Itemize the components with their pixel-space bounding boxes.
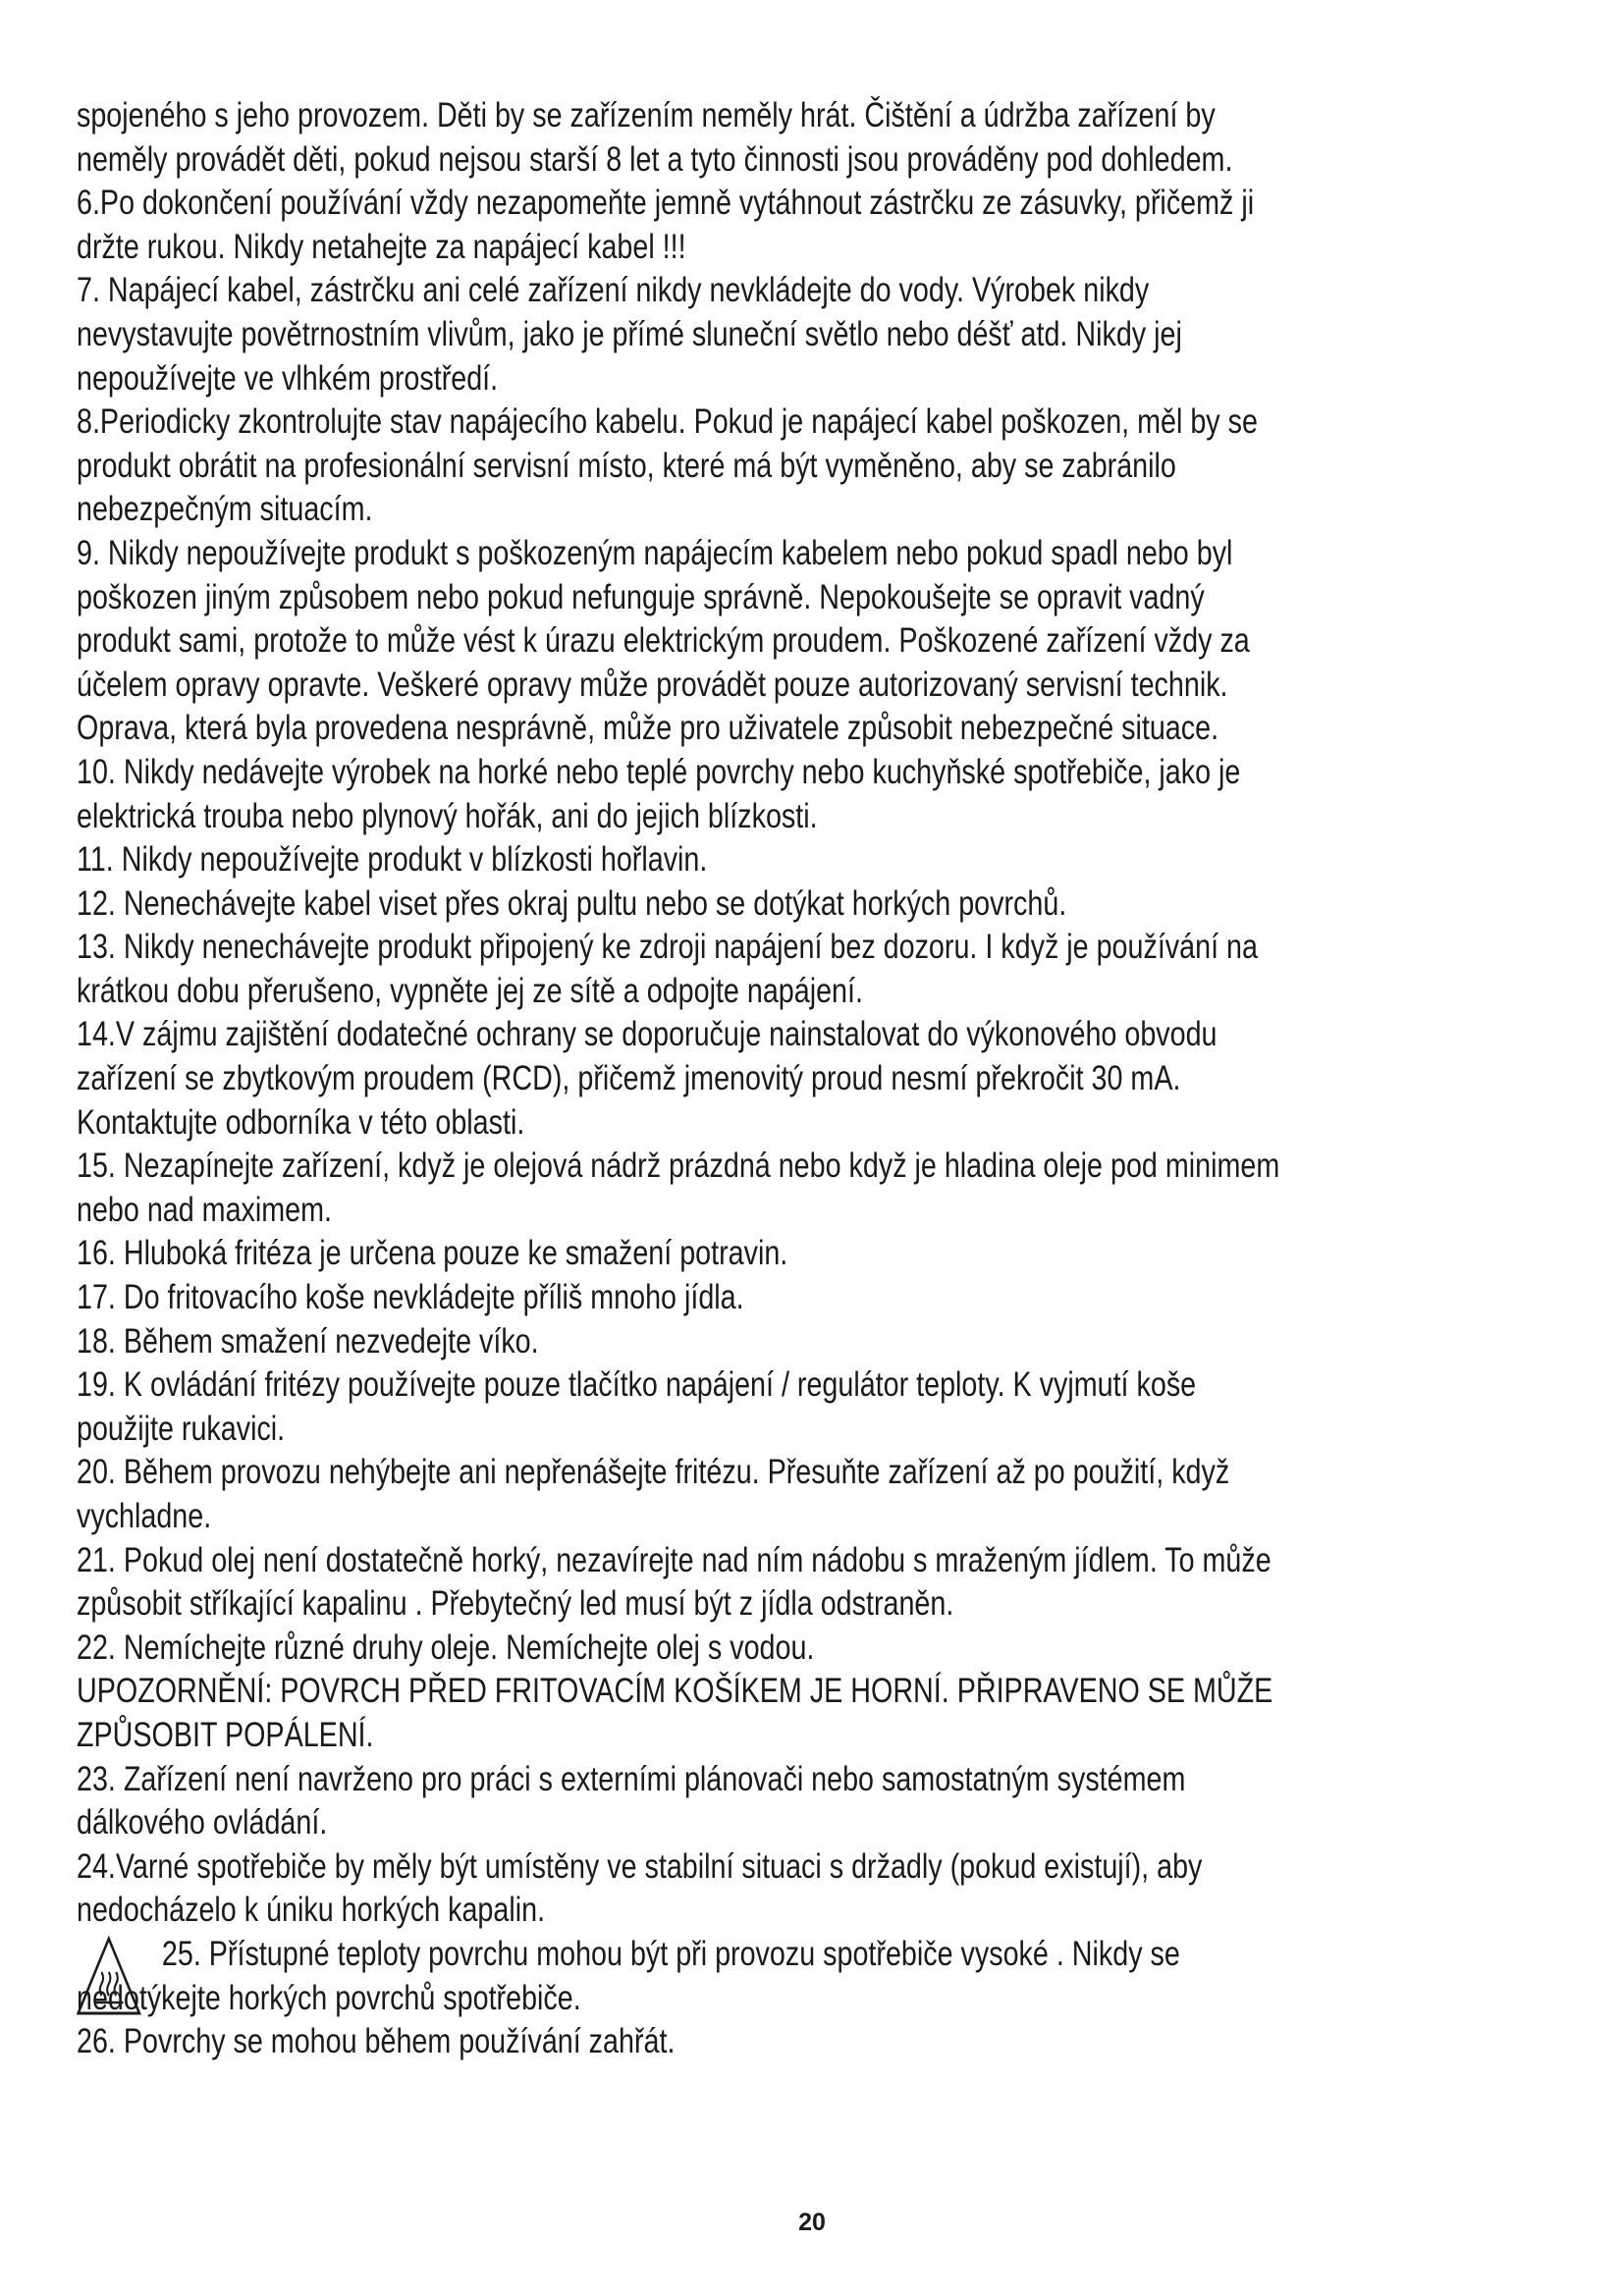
- document-body: [77, 94, 1284, 2064]
- warning-item-line-2: nedotýkejte horkých povrchů spotřebiče.: [77, 1978, 581, 2017]
- instruction-item-7: 7. Napájecí kabel, zástrčku ani celé zařízení nikdy nevkládejte do vody. Výrobek nikdy nevystavujte povětrnostním vlivům, jako je přímé sluneční světlo nebo déšť atd. Nikdy jej nepoužívejte ve vlhkém prostředí.: [77, 271, 1182, 398]
- instruction-item-17: 17. Do fritovacího koše nevkládejte příliš mnoho jídla.: [77, 1278, 744, 1317]
- warning-notice: UPOZORNĚNÍ: POVRCH PŘED FRITOVACÍM KOŠÍKEM JE HORNÍ. PŘIPRAVENO SE MŮŽE ZPŮSOBIT POPÁLENÍ.: [77, 1672, 1273, 1754]
- warning-item-line-1: 25. Přístupné teploty povrchu mohou být při provozu spotřebiče vysoké . Nikdy se: [161, 1934, 1180, 1973]
- instruction-item-6: 6.Po dokončení používání vždy nezapomeňte jemně vytáhnout zástrčku ze zásuvky, přičemž ji držte rukou. Nikdy netahejte za napájecí kabel !!!: [77, 184, 1255, 266]
- instruction-item-14: 14.V zájmu zajištění dodatečné ochrany se doporučuje nainstalovat do výkonového obvodu zařízení se zbytkovým proudem (RCD), přičemž jmenovitý proud nesmí překročit 30 mA. Kontaktujte odborníka v této oblasti.: [77, 1015, 1218, 1142]
- page-number: 20: [798, 2209, 826, 2236]
- instruction-item-18: 18. Během smažení nezvedejte víko.: [77, 1321, 539, 1361]
- instruction-item-22: 22. Nemíchejte různé druhy oleje. Nemíchejte olej s vodou.: [77, 1628, 815, 1667]
- instruction-item-20: 20. Během provozu nehýbejte ani nepřenášejte fritézu. Přesuňte zařízení až po použití, když vychladne.: [77, 1453, 1230, 1535]
- instruction-item-23: 23. Zařízení není navrženo pro práci s externími plánovači nebo samostatným systémem dálkového ovládání.: [77, 1759, 1186, 1842]
- instruction-item-21: 21. Pokud olej není dostatečně horký, nezavírejte nad ním nádobu s mraženým jídlem. To může způsobit stříkající kapalinu . Přebytečný led musí být z jídla odstraněn.: [77, 1540, 1272, 1624]
- instruction-item-9: 9. Nikdy nepoužívejte produkt s poškozeným napájecím kabelem nebo pokud spadl nebo byl poškozen jiným způsobem nebo pokud nefunguje správně. Nepokoušejte se opravit vadný produkt sami, protože to může vést k úrazu elektrickým proudem. Poškozené zařízení vždy za účelem opravy opravte. Veškeré opravy může provádět pouze autorizovaný servisní technik. Oprava, která byla provedena nesprávně, může pro uživatele způsobit nebezpečné situace.: [77, 533, 1250, 748]
- instruction-item-24: 24.Varné spotřebiče by měly být umístěny ve stabilní situaci s držadly (pokud existují), aby nedocházelo k úniku horkých kapalin.: [77, 1846, 1203, 1930]
- instruction-item-15: 15. Nezapínejte zařízení, když je olejová nádrž prázdná nebo když je hladina oleje pod minimem nebo nad maximem.: [77, 1147, 1280, 1229]
- paragraph-continuation: spojeného s jeho provozem. Děti by se zařízením neměly hrát. Čištění a údržba zařízení by neměly provádět děti, pokud nejsou starší 8 let a tyto činnosti jsou prováděny pod dohledem.: [77, 96, 1233, 179]
- hot-surface-warning-icon: [77, 1935, 167, 2025]
- instruction-item-25: [77, 1933, 1284, 2020]
- instruction-item-10: 10. Nikdy nedávejte výrobek na horké nebo teplé povrchy nebo kuchyňské spotřebiče, jako je elektrická trouba nebo plynový hořák, ani do jejich blízkosti.: [77, 752, 1241, 835]
- instruction-item-11: 11. Nikdy nepoužívejte produkt v blízkosti hořlavin.: [77, 840, 708, 880]
- instruction-item-16: 16. Hluboká fritéza je určena pouze ke smažení potravin.: [77, 1234, 788, 1273]
- instruction-item-8: 8.Periodicky zkontrolujte stav napájecího kabelu. Pokud je napájecí kabel poškozen, měl by se produkt obrátit na profesionální servisní místo, které má být vyměněno, aby se zabránilo nebezpečným situacím.: [77, 402, 1258, 529]
- instruction-item-13: 13. Nikdy nenechávejte produkt připojený ke zdroji napájení bez dozoru. I když je používání na krátkou dobu přerušeno, vypněte jej ze sítě a odpojte napájení.: [77, 928, 1258, 1010]
- instruction-item-19: 19. K ovládání fritézy používejte pouze tlačítko napájení / regulátor teploty. K vyjmutí koše použijte rukavici.: [77, 1365, 1197, 1448]
- instruction-item-26: 26. Povrchy se mohou během používání zahřát.: [77, 2022, 676, 2061]
- instruction-item-12: 12. Nenechávejte kabel viset přes okraj pultu nebo se dotýkat horkých povrchů.: [77, 883, 1067, 923]
